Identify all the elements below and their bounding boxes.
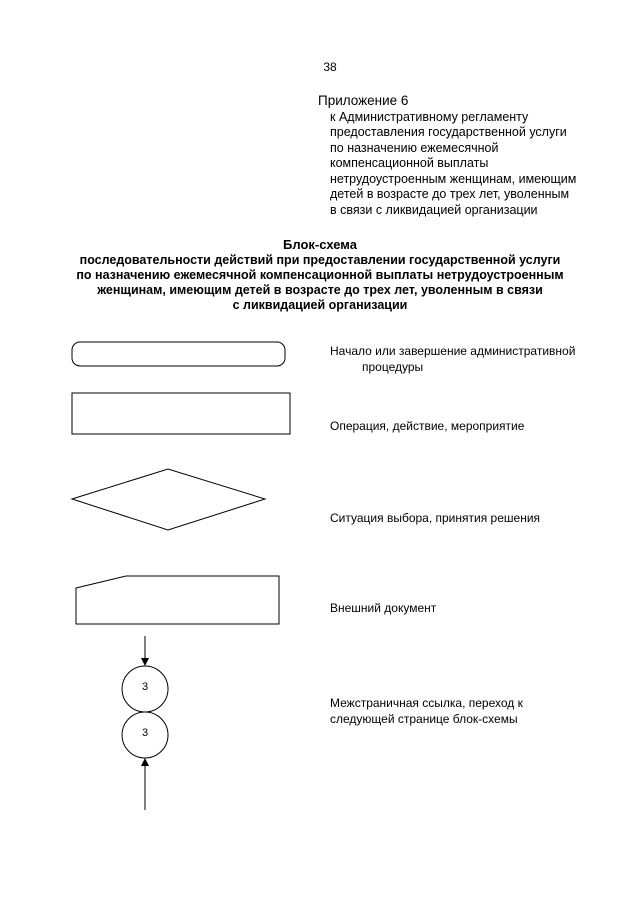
heading-line: женщинам, имеющим детей в возрасте до трех лет, уволенным в связи: [97, 283, 543, 297]
external-document-label: [330, 600, 436, 616]
heading-line: последовательности действий при предоставлении государственной услуги: [79, 253, 561, 267]
operation-shape: [68, 390, 294, 438]
heading-line: по назначению ежемесячной компенсационной выплаты нетрудоустроенным: [76, 268, 564, 282]
appendix-line: нетрудоустроенным женщинам, имеющим: [330, 171, 577, 186]
page-connector-label-line: Межстраничная ссылка, переход к: [330, 696, 523, 710]
appendix-line: предоставления государственной услуги: [330, 125, 567, 139]
external-document-label-text: Внешний документ: [330, 601, 437, 615]
appendix-line: к Административному регламенту: [330, 109, 529, 124]
appendix-line: по назначению ежемесячной: [330, 140, 499, 155]
appendix-note: [318, 93, 618, 218]
connector-number-top: 3: [141, 681, 149, 693]
appendix-line: в связи с ликвидацией организации: [330, 202, 538, 217]
decision-shape: [68, 465, 270, 535]
appendix-line: компенсационной выплаты: [330, 156, 489, 170]
start-end-shape: [68, 338, 290, 372]
external-document-shape: [70, 572, 284, 630]
operation-label: [330, 418, 524, 434]
decision-label-text: Ситуация выбора, принятия решения: [330, 511, 541, 525]
heading-line: с ликвидацией организации: [232, 298, 408, 312]
appendix-line: детей в возрасте до трех лет, уволенным: [330, 187, 570, 201]
page-connector-label: [330, 695, 523, 727]
start-end-label-line: процедуры: [362, 360, 424, 374]
page-connector-label-line: следующей странице блок-схемы: [330, 712, 518, 726]
page-connector-shape: [110, 632, 180, 814]
connector-number-bottom: 3: [141, 727, 149, 739]
appendix-title: Приложение 6: [318, 93, 409, 108]
start-end-label: [330, 343, 575, 375]
start-end-label-line: Начало или завершение административной: [330, 344, 576, 358]
arrow-down-icon: [141, 658, 149, 666]
heading-title: Блок-схема: [283, 237, 357, 252]
page-number: 38: [323, 60, 337, 74]
operation-label-text: Операция, действие, мероприятие: [330, 419, 525, 433]
flowchart-heading: [60, 237, 580, 313]
decision-label: [330, 510, 540, 526]
